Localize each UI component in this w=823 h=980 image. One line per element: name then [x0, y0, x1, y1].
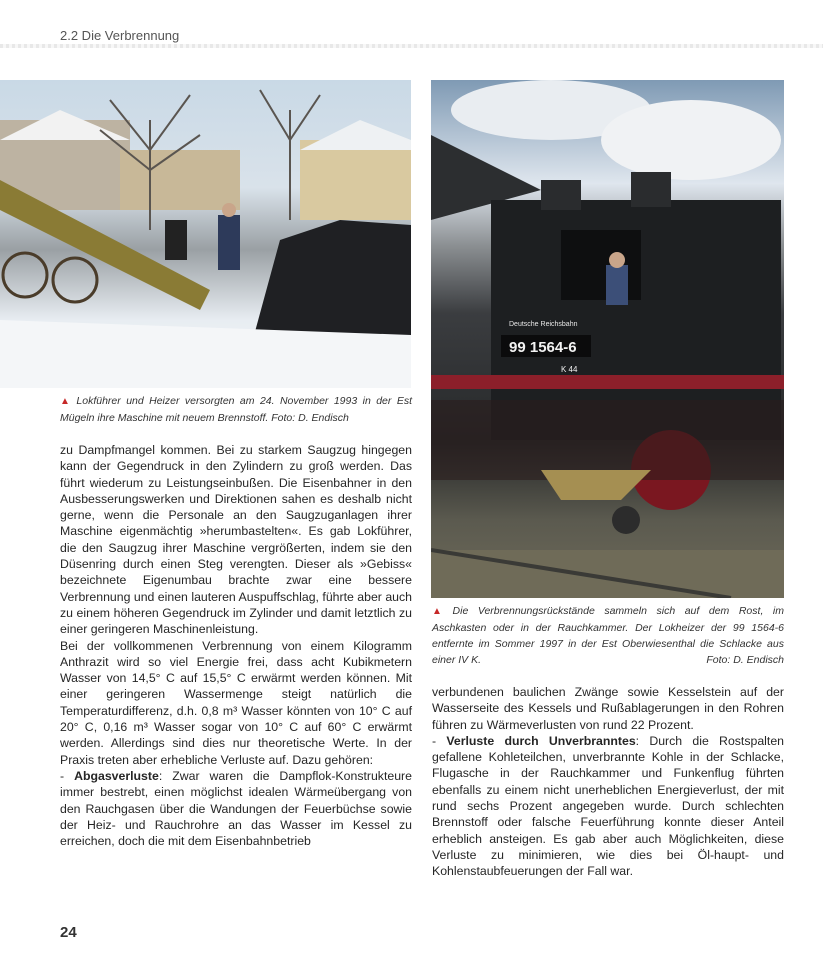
loco-number-text: 99 1564-6 [509, 339, 577, 356]
term-abgasverluste: Abgasverluste [74, 768, 159, 783]
dash: - [432, 733, 447, 748]
dash: - [60, 768, 75, 783]
section-header: 2.2 Die Verbrennung [60, 28, 180, 43]
page-number: 24 [60, 924, 77, 941]
photo-steam-locomotive [431, 80, 784, 598]
paragraph: zu Dampfmangel kommen. Bei zu starkem Saugzug hingegen kann der Gegendruck in den Zylindern zu groß werden. Das führt wiederum zu Leistungseinbußen. Die Eisenbahner in den Ausbesserungswerken und Direktionen sahen es deshalb nicht gerne, wenn die Personale an den Saugzuganlagen ihrer Maschine eigenmächtig »herumbastelten«. Es gab Lokführer, die den Saugzug ihrer Maschine vergrößerten, indem sie den Düsenring durch einen Steg verengten. Dieser als »Gebiss« bezeichnete Eigenumbau brachte zwar eine bessere Verbrennung und einen lauteren Auspuffschlag, führte aber auch zu einem höheren Gegendruck im Zylinder und damit letztlich zu einer geringeren Maschinenleistung. [60, 443, 412, 637]
caption-triangle-icon: ▲ [432, 606, 449, 617]
paragraph: verbundenen baulichen Zwänge sowie Kesselstein auf der Wasserseite des Kessels und Rußablagerungen in den Rohren führen zu Wärmeverlusten von rund 22 Prozent. [432, 685, 784, 732]
paragraph-text: : Durch die Rostspalten gefallene Kohleteilchen, unverbrannte Kohle in der Schlacke, Flugasche in der Rauchkammer und Funkenflug führten ebenfalls zu einem nicht unerheblichen Energieverlust, der mit rund sechs Prozent angegeben wurde. Durch schlechten Brennstoff oder falsche Feuerführung konnte dieser Anteil erheblich ansteigen. Es gab aber auch Möglichkeiten, diese Verluste zu minimieren, wie dies bei Öl-haupt- und Kohlenstaubfeuerungen der Fall war. [432, 733, 784, 879]
term-unverbranntes: Verluste durch Unverbranntes [446, 733, 636, 748]
header-rule [0, 44, 823, 48]
paragraph: Bei der vollkommenen Verbrennung von einem Kilogramm Anthrazit wird so viel Energie frei, dass acht Kubikmetern Wasser von 14,5° C auf 15,5° C erwärmt werden können. Mit einer geringeren Wassermenge steigt natürlich die Temperaturdifferenz, d.h. 0,8 m³ Wasser könnten von 10° C auf 20° C, 0,16 m³ Wasser sogar von 10° C auf 60° C erwärmt werden. Allerdings sind dies nur theoretische Werte. In der Praxis treten aber erhebliche Verluste auf. Dazu gehören: [60, 638, 412, 767]
text-column-right [432, 684, 784, 880]
caption-left [60, 393, 412, 426]
caption-triangle-icon: ▲ [60, 396, 73, 407]
caption-right-credit: Foto: D. Endisch [706, 654, 784, 666]
paragraph [432, 733, 784, 880]
paragraph [60, 768, 412, 849]
loco-sign-text: Deutsche Reichsbahn [509, 321, 578, 328]
text-column-left [60, 442, 412, 849]
caption-right-text: Die Verbrennungsrückstände sammeln sich auf dem Rost, im Aschkasten oder in der Rauchkammer. Der Lokheizer der 99 1564-6 entfernte im Sommer 1997 in der Est Oberwiesenthal die Schlacke aus einer IV K. [432, 605, 784, 666]
photo-coal-loading [0, 80, 411, 388]
paragraph-text: : Zwar waren die Dampflok-Konstrukteure immer bestrebt, einen möglichst idealen Wärmeübergang von den Rauchgasen über die Wandungen der Feuerbüchse sowie der Heiz- und Rauchrohre an das Wasser im Kessel zu erreichen, doch die mit dem Eisenbahnbetrieb [60, 768, 412, 849]
caption-left-text: Lokführer und Heizer versorgten am 24. November 1993 in der Est Mügeln ihre Maschine mit neuem Brennstoff. Foto: D. Endisch [60, 395, 412, 424]
loco-plate-text: K 44 [561, 365, 578, 374]
caption-right [432, 603, 784, 668]
